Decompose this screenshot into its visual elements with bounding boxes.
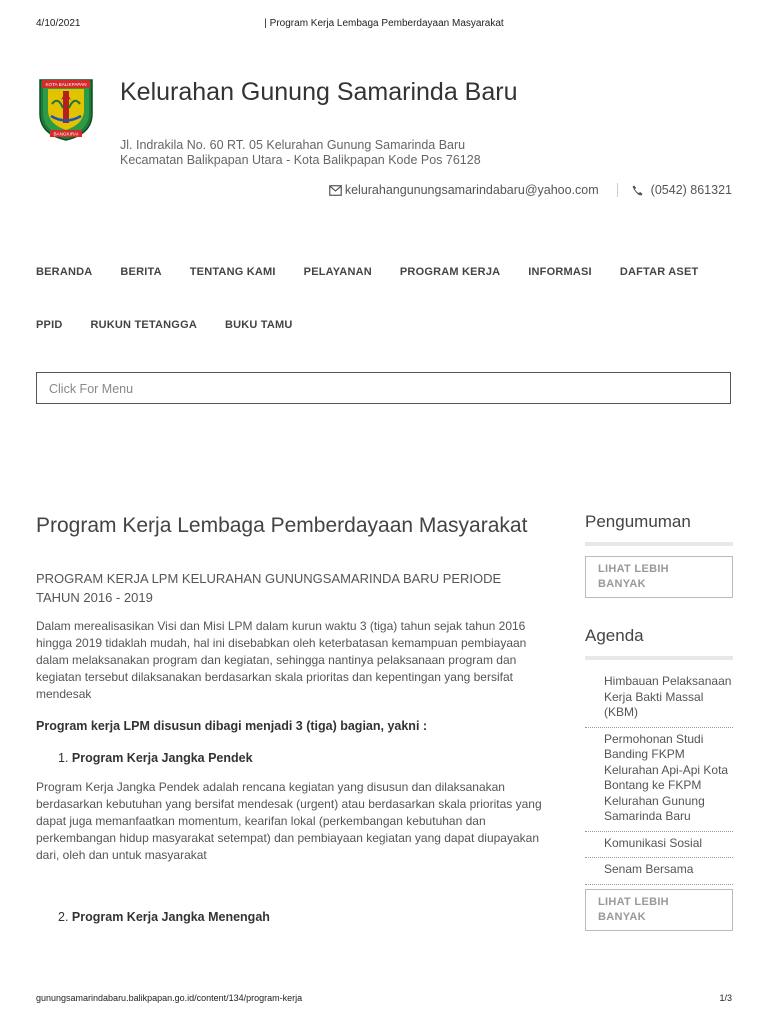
main-nav-row-2	[36, 319, 321, 331]
contact-divider	[617, 183, 618, 197]
print-page-number: 1/3	[719, 993, 732, 1003]
menu-toggle[interactable]: Click For Menu	[36, 372, 731, 404]
contact-bar	[329, 183, 732, 197]
article	[36, 512, 542, 924]
nav-item-daftar-aset[interactable]: DAFTAR ASET	[619, 266, 699, 278]
list-item-2	[58, 910, 542, 924]
list-item-1-number: 1.	[58, 751, 69, 765]
envelope-icon	[329, 185, 342, 196]
site-address	[120, 138, 481, 168]
page-title: Program Kerja Lembaga Pemberdayaan Masyarakat	[36, 514, 528, 537]
email-text: kelurahangunungsamarindabaru@yahoo.com	[344, 183, 599, 197]
nav-item-pelayanan[interactable]: PELAYANAN	[303, 266, 372, 278]
email-link[interactable]	[329, 183, 599, 197]
print-footer	[36, 993, 732, 1003]
site-title[interactable]: Kelurahan Gunung Samarinda Baru	[120, 78, 518, 106]
agenda-list	[585, 670, 733, 885]
announcements-heading: Pengumuman	[585, 512, 733, 546]
phone-text: (0542) 861321	[650, 183, 732, 197]
nav-item-tentang-kami[interactable]: TENTANG KAMI	[189, 266, 276, 278]
list-item-1	[58, 751, 542, 765]
agenda-item[interactable]: Komunikasi Sosial	[585, 832, 733, 859]
nav-item-buku-tamu[interactable]: BUKU TAMU	[224, 319, 293, 331]
agenda-more-button[interactable]: LIHAT LEBIH BANYAK	[585, 889, 733, 931]
agenda-item[interactable]: Permohonan Studi Banding FKPM Kelurahan Api-Api Kota Bontang ke FKPM Kelurahan Gunung Samarinda Baru	[585, 728, 733, 832]
nav-item-program-kerja[interactable]: PROGRAM KERJA	[399, 266, 501, 278]
address-line-2: Kecamatan Balikpapan Utara - Kota Balikpapan Kode Pos 76128	[120, 153, 481, 167]
agenda-heading: Agenda	[585, 626, 733, 660]
announcements-more-button[interactable]: LIHAT LEBIH BANYAK	[585, 556, 733, 598]
address-line-1: Jl. Indrakila No. 60 RT. 05 Kelurahan Gunung Samarinda Baru	[120, 138, 466, 152]
agenda-item[interactable]: Senam Bersama	[585, 858, 733, 885]
nav-item-beranda[interactable]: BERANDA	[36, 266, 93, 278]
nav-item-berita[interactable]: BERITA	[120, 266, 162, 278]
logo-text-bottom: BANGKIRAI	[53, 131, 79, 137]
list-item-1-text: Program Kerja Jangka Pendek adalah rencana kegiatan yang disusun dan dilaksanakan berdasarkan kebutuhan yang bersifat mendesak (urgent) atau berdasarkan skala prioritas yang dapat juga memanfaatkan momentum, kearifan lokal (perkembangan kebutuhan dan perkembangan hidup masyarakat setempat) dan pembiayaan kegiatan yang dapat diupayakan dari, oleh dan untuk masyarakat	[36, 780, 542, 862]
city-logo[interactable]	[36, 76, 96, 142]
agenda-item[interactable]: Himbauan Pelaksanaan Kerja Bakti Massal (KBM)	[585, 670, 733, 728]
main-nav-row-1	[36, 266, 726, 278]
print-page-title: | Program Kerja Lembaga Pemberdayaan Masyarakat	[264, 18, 504, 29]
nav-item-informasi[interactable]: INFORMASI	[528, 266, 592, 278]
list-item-2-title: Program Kerja Jangka Menengah	[71, 910, 270, 924]
logo-text-top: KOTA BALIKPAPAN	[45, 82, 87, 87]
nav-item-ppid[interactable]: PPID	[36, 319, 63, 331]
print-header	[36, 18, 732, 32]
phone-icon	[632, 185, 643, 196]
list-item-1-title: Program Kerja Jangka Pendek	[71, 751, 253, 765]
print-date: 4/10/2021	[36, 18, 81, 29]
nav-item-rukun-tetangga[interactable]: RUKUN TETANGGA	[90, 319, 197, 331]
phone-link[interactable]	[632, 183, 732, 197]
article-intro: Dalam merealisasikan Visi dan Misi LPM dalam kurun waktu 3 (tiga) tahun sejak tahun 2016 hingga 2019 tidaklah mudah, hal ini disebabkan oleh keterbatasan kemampuan pembiayaan dalam melaksanakan program dan kegiatan, sehingga nantinya pelaksanaan program dan kegiatan tersebut dilaksanakan berdasarkan skala prioritas dan kepentingan yang bersifat mendesak	[36, 619, 527, 701]
list-item-2-number: 2.	[58, 910, 69, 924]
division-heading: Program kerja LPM disusun dibagi menjadi 3 (tiga) bagian, yakni :	[36, 719, 428, 733]
sidebar	[585, 512, 733, 931]
article-subtitle: PROGRAM KERJA LPM KELURAHAN GUNUNGSAMARINDA BARU PERIODE TAHUN 2016 - 2019	[36, 571, 502, 605]
print-url: gunungsamarindabaru.balikpapan.go.id/content/134/program-kerja	[36, 993, 303, 1003]
